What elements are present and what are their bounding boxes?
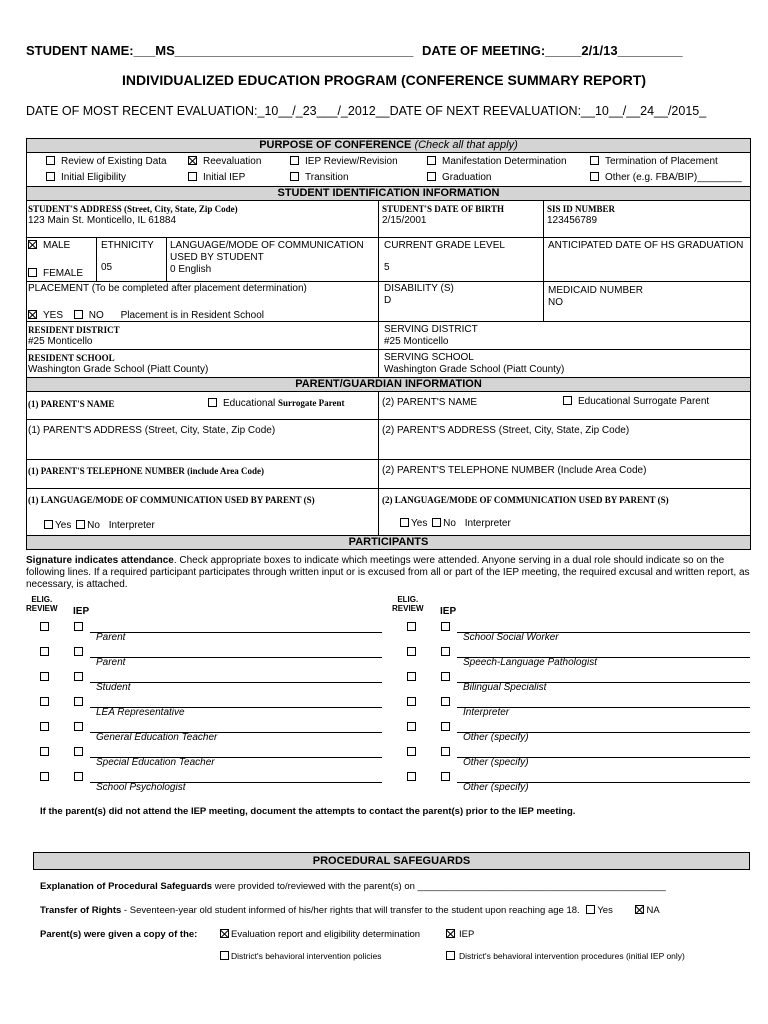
purpose-title: PURPOSE OF CONFERENCE — [259, 139, 412, 151]
copy-iep-option[interactable]: IEP — [446, 929, 474, 940]
elig-review-checkbox[interactable] — [407, 697, 416, 706]
iep-checkbox[interactable] — [441, 722, 450, 731]
elig-review-checkbox[interactable] — [40, 672, 49, 681]
checkbox-icon[interactable] — [400, 518, 409, 527]
parent1-surrogate-option[interactable]: Educational Surrogate Parent — [208, 397, 344, 410]
purpose-graduation[interactable]: Graduation — [427, 172, 491, 183]
participant-role-label: School Psychologist — [96, 782, 186, 793]
elig-review-checkbox[interactable] — [407, 672, 416, 681]
purpose-initial-iep[interactable]: Initial IEP — [188, 172, 245, 183]
purpose-transition[interactable]: Transition — [290, 172, 349, 183]
checkbox-icon[interactable] — [188, 172, 197, 181]
iep-checkbox[interactable] — [441, 772, 450, 781]
safeguards-header: PROCEDURAL SAFEGUARDS — [33, 852, 750, 870]
elig-review-checkbox[interactable] — [407, 622, 416, 631]
checkbox-icon[interactable] — [446, 951, 455, 960]
checked-box-icon[interactable] — [28, 240, 37, 249]
purpose-subtitle: (Check all that apply) — [414, 139, 518, 151]
parent1-phone-field: (1) PARENT'S TELEPHONE NUMBER (include Area Code) — [28, 466, 265, 476]
participant-role-label: Student — [96, 682, 131, 693]
parent1-address-field: (1) PARENT'S ADDRESS (Street, City, State, Zip Code) — [28, 425, 276, 436]
purpose-initial-eligibility[interactable]: Initial Eligibility — [46, 172, 126, 183]
serving-district-field: SERVING DISTRICT #25 Monticello — [384, 324, 478, 347]
checkbox-icon[interactable] — [432, 518, 441, 527]
participant-role-label: Speech-Language Pathologist — [463, 657, 597, 668]
checkbox-icon[interactable] — [590, 156, 599, 165]
checkbox-icon[interactable] — [563, 396, 572, 405]
signature-line[interactable] — [90, 682, 382, 683]
iep-checkbox[interactable] — [74, 647, 83, 656]
iep-checkbox[interactable] — [441, 672, 450, 681]
checked-box-icon[interactable] — [220, 929, 229, 938]
iep-checkbox[interactable] — [74, 622, 83, 631]
elig-review-checkbox[interactable] — [40, 647, 49, 656]
medicaid-field: MEDICAID NUMBER NO — [548, 285, 644, 308]
checkbox-icon[interactable] — [427, 172, 436, 181]
sis-id-field: SIS ID NUMBER 123456789 — [547, 204, 616, 226]
serving-school-field: SERVING SCHOOL Washington Grade School (Piatt County) — [384, 352, 565, 375]
parent2-address-field: (2) PARENT'S ADDRESS (Street, City, State, Zip Code) — [382, 425, 630, 436]
student-address-field: STUDENT'S ADDRESS (Street, City, State, Zip Code) 123 Main St. Monticello, IL 61884 — [28, 204, 238, 226]
grade-level-field: CURRENT GRADE LEVEL 5 — [384, 240, 505, 273]
resident-school-field: RESIDENT SCHOOL Washington Grade School (Piatt County) — [28, 353, 209, 375]
participants-header: PARTICIPANTS — [26, 535, 751, 550]
iep-checkbox[interactable] — [74, 672, 83, 681]
participant-role-label: Special Education Teacher — [96, 757, 215, 768]
gender-male[interactable]: MALE — [28, 240, 70, 252]
gender-female[interactable]: FEMALE — [28, 268, 83, 280]
elig-review-checkbox[interactable] — [40, 722, 49, 731]
participant-role-label: Bilingual Specialist — [463, 682, 547, 693]
transfer-of-rights: Transfer of Rights - Seventeen-year old student informed of his/her rights that will transfer to the student upon reaching age 18. Yes NA — [40, 905, 660, 916]
checkbox-icon[interactable] — [76, 520, 85, 529]
placement-options: YES NO Placement is in Resident School — [28, 310, 264, 322]
participant-role-label: Parent — [96, 657, 126, 668]
iep-checkbox[interactable] — [441, 747, 450, 756]
participant-role-label: Other (specify) — [463, 782, 529, 793]
elig-review-checkbox[interactable] — [407, 747, 416, 756]
parent1-name-field: (1) PARENT'S NAME — [28, 399, 115, 409]
form-title: INDIVIDUALIZED EDUCATION PROGRAM (CONFERENCE SUMMARY REPORT) — [122, 72, 646, 88]
parent2-interpreter-options: Yes No Interpreter — [400, 518, 511, 530]
signature-line[interactable] — [90, 657, 382, 658]
parent2-language-field: (2) LANGUAGE/MODE OF COMMUNICATION USED BY PARENT (S) — [382, 495, 669, 505]
elig-review-checkbox[interactable] — [40, 747, 49, 756]
checkbox-icon[interactable] — [427, 156, 436, 165]
checkbox-icon[interactable] — [46, 156, 55, 165]
participants-instructions: Signature indicates attendance. Check appropriate boxes to indicate which meetings were attended. Anyone serving in a dual role should indicate so on the following lines. If a required participant participates through written input or is excused from all or part of the IEP meeting, the required excusal and written report, as necessary, is attached. — [26, 555, 750, 590]
elig-review-checkbox[interactable] — [407, 772, 416, 781]
participant-role-label: Interpreter — [463, 707, 510, 718]
elig-review-label-right: ELIG. REVIEW — [392, 595, 424, 613]
placement-label: PLACEMENT (To be completed after placement determination) — [28, 283, 307, 294]
parent1-language-field: (1) LANGUAGE/MODE OF COMMUNICATION USED BY PARENT (S) — [28, 495, 315, 505]
iep-checkbox[interactable] — [441, 697, 450, 706]
participant-role-label: Parent — [96, 632, 126, 643]
iep-checkbox[interactable] — [74, 772, 83, 781]
checked-box-icon[interactable] — [188, 156, 197, 165]
parent-attempts-note: If the parent(s) did not attend the IEP meeting, document the attempts to contact the parent(s) prior to the IEP meeting. — [40, 806, 576, 817]
resident-district-field: RESIDENT DISTRICT #25 Monticello — [28, 325, 120, 347]
checked-box-icon[interactable] — [28, 310, 37, 319]
purpose-manifestation[interactable]: Manifestation Determination — [427, 156, 567, 167]
checkbox-icon[interactable] — [290, 156, 299, 165]
purpose-review-existing-data[interactable]: Review of Existing Data — [46, 156, 167, 167]
purpose-reevaluation[interactable]: Reevaluation — [188, 156, 261, 167]
checked-box-icon[interactable] — [446, 929, 455, 938]
checkbox-icon[interactable] — [46, 172, 55, 181]
signature-line[interactable] — [90, 632, 382, 633]
checkbox-icon[interactable] — [74, 310, 83, 319]
purpose-other[interactable]: Other (e.g. FBA/BIP)________ — [590, 172, 742, 183]
checkbox-icon[interactable] — [590, 172, 599, 181]
iep-label-left: IEP — [73, 606, 90, 617]
iep-checkbox[interactable] — [74, 697, 83, 706]
student-info-header: STUDENT IDENTIFICATION INFORMATION — [26, 186, 751, 201]
elig-review-checkbox[interactable] — [407, 647, 416, 656]
parent2-name-field: (2) PARENT'S NAME — [382, 397, 478, 408]
ethnicity-field: ETHNICITY 05 — [101, 240, 154, 273]
parent2-surrogate-option[interactable]: Educational Surrogate Parent — [563, 396, 709, 408]
student-dob-field: STUDENT'S DATE OF BIRTH 2/15/2001 — [382, 204, 504, 226]
purpose-header — [26, 138, 751, 153]
participant-role-label: General Education Teacher — [96, 732, 218, 743]
participant-role-label: LEA Representative — [96, 707, 185, 718]
student-name-line: STUDENT NAME:___MS_________________________________ — [26, 43, 414, 58]
date-of-meeting-line: DATE OF MEETING:_____2/1/13_________ — [422, 43, 683, 58]
iep-checkbox[interactable] — [441, 622, 450, 631]
copy-given-label: Parent(s) were given a copy of the: — [40, 929, 198, 940]
iep-checkbox[interactable] — [441, 647, 450, 656]
purpose-termination[interactable]: Termination of Placement — [590, 156, 718, 167]
parent2-phone-field: (2) PARENT'S TELEPHONE NUMBER (Include Area Code) — [382, 465, 647, 476]
checkbox-icon[interactable] — [44, 520, 53, 529]
parent-info-header: PARENT/GUARDIAN INFORMATION — [26, 377, 751, 392]
elig-review-checkbox[interactable] — [40, 622, 49, 631]
elig-review-checkbox[interactable] — [40, 772, 49, 781]
checkbox-icon[interactable] — [220, 951, 229, 960]
iep-checkbox[interactable] — [74, 722, 83, 731]
participant-role-label: School Social Worker — [463, 632, 559, 643]
checkbox-icon[interactable] — [28, 268, 37, 277]
copy-district-procedures-option[interactable]: District's behavioral intervention procedures (initial IEP only) — [446, 951, 685, 961]
elig-review-checkbox[interactable] — [407, 722, 416, 731]
copy-district-policies-option[interactable]: District's behavioral intervention policies — [220, 951, 381, 961]
checked-box-icon[interactable] — [635, 905, 644, 914]
safeguards-explanation: Explanation of Procedural Safeguards were provided to/reviewed with the parent(s) on _______________________________________________ — [40, 881, 666, 892]
copy-eval-option[interactable]: Evaluation report and eligibility determination — [220, 929, 420, 940]
evaluation-dates-line: DATE OF MOST RECENT EVALUATION:_10__/_23___/_2012__DATE OF NEXT REEVALUATION:__10__/__24__/2015_ — [26, 104, 707, 118]
hs-graduation-field: ANTICIPATED DATE OF HS GRADUATION — [548, 240, 744, 251]
elig-review-checkbox[interactable] — [40, 697, 49, 706]
disability-field: DISABILITY (S) D — [384, 283, 454, 306]
checkbox-icon[interactable] — [586, 905, 595, 914]
participant-role-label: Other (specify) — [463, 732, 529, 743]
elig-review-label-left: ELIG. REVIEW — [26, 595, 58, 613]
checkbox-icon[interactable] — [208, 398, 217, 407]
parent1-interpreter-options: Yes No Interpreter — [44, 520, 155, 532]
student-language-field: LANGUAGE/MODE OF COMMUNICATION USED BY STUDENT 0 English — [170, 240, 364, 275]
checkbox-icon[interactable] — [290, 172, 299, 181]
purpose-iep-review[interactable]: IEP Review/Revision — [290, 156, 398, 167]
participant-role-label: Other (specify) — [463, 757, 529, 768]
iep-checkbox[interactable] — [74, 747, 83, 756]
iep-label-right: IEP — [440, 606, 457, 617]
